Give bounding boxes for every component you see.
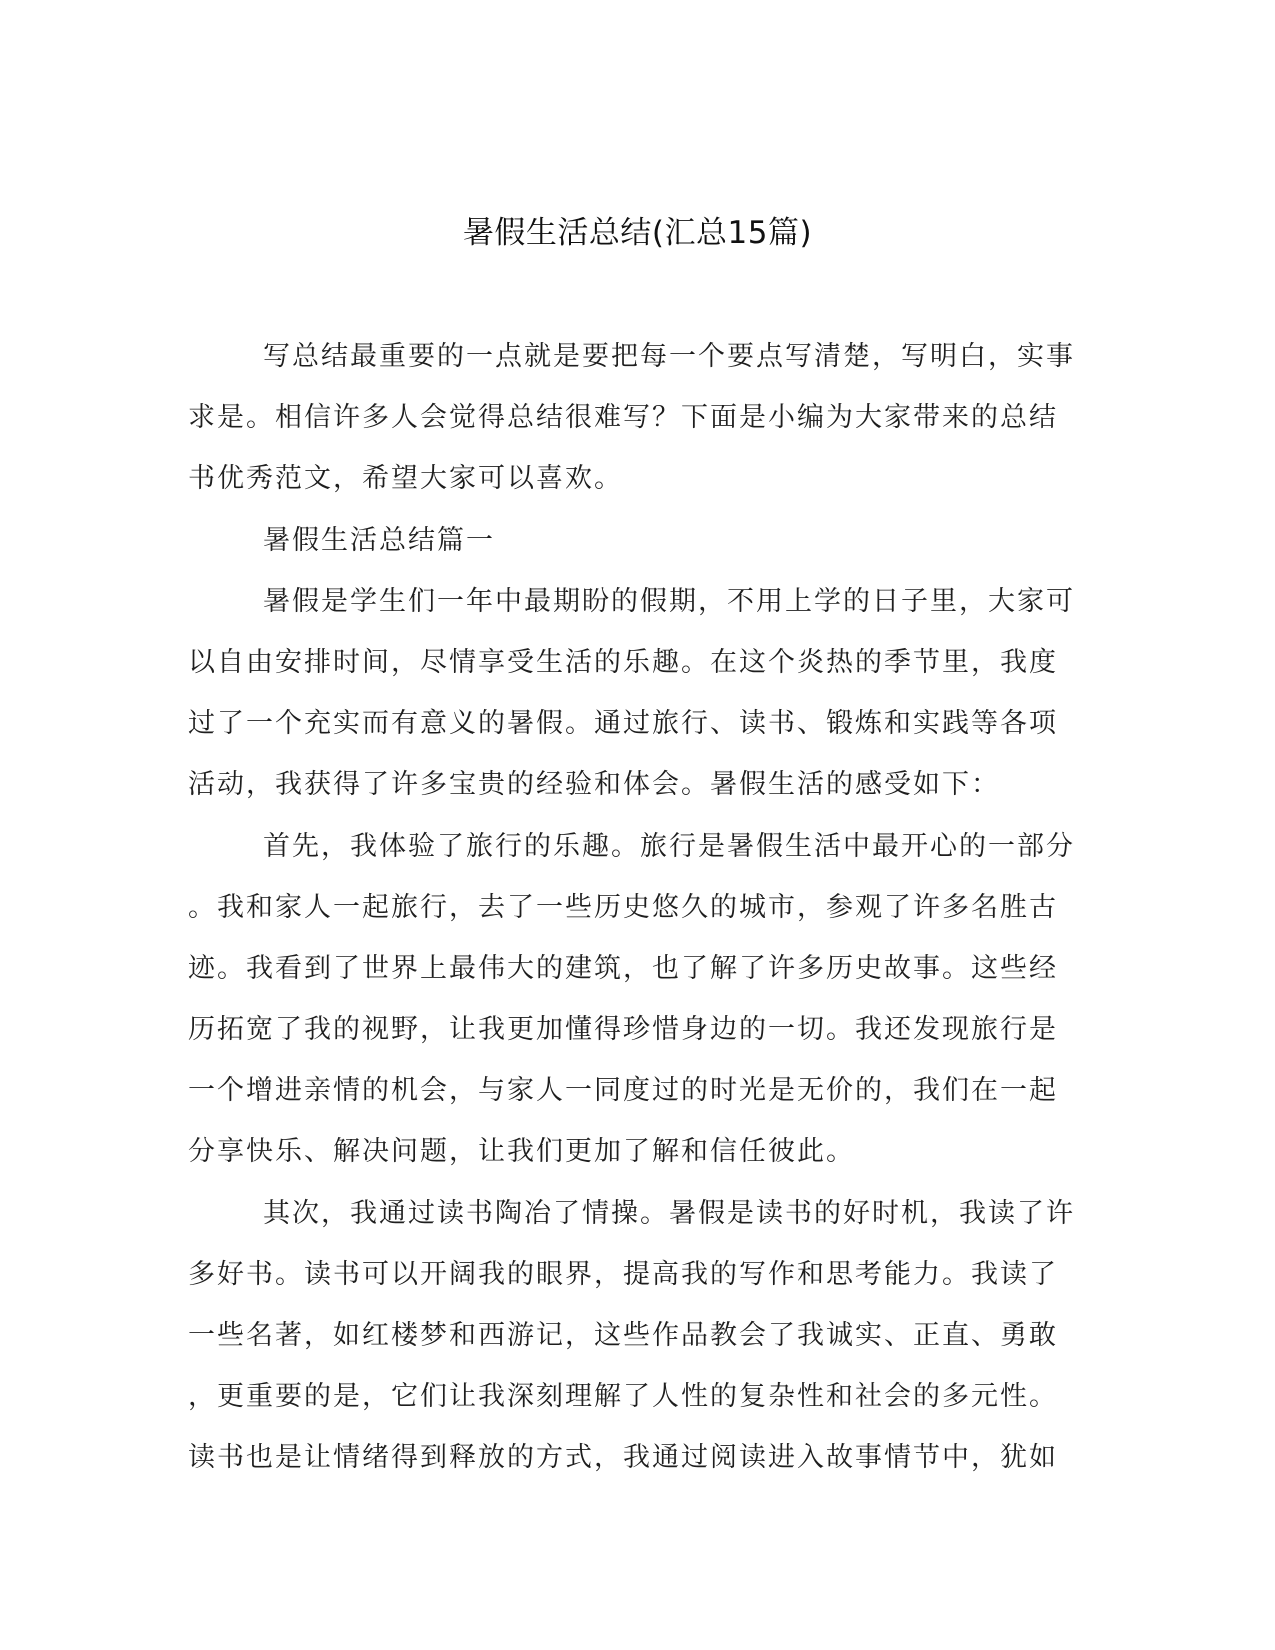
text-line: 历拓宽了我的视野，让我更加懂得珍惜身边的一切。我还发现旅行是: [188, 1014, 1058, 1046]
text-line: 暑假生活总结篇一: [263, 524, 495, 556]
text-line: 。我和家人一起旅行，去了一些历史悠久的城市，参观了许多名胜古: [188, 891, 1058, 923]
text-line: 过了一个充实而有意义的暑假。通过旅行、读书、锻炼和实践等各项: [188, 708, 1058, 740]
text-line: 其次，我通过读书陶冶了情操。暑假是读书的好时机，我读了许: [263, 1197, 1075, 1229]
document-body: [188, 326, 1088, 1489]
text-line: 写总结最重要的一点就是要把每一个要点写清楚，写明白，实事: [263, 341, 1075, 372]
document-title: 暑假生活总结(汇总15篇): [462, 215, 813, 251]
text-line: 读书也是让情绪得到释放的方式，我通过阅读进入故事情节中，犹如: [188, 1442, 1058, 1474]
text-line: 多好书。读书可以开阔我的眼界，提高我的写作和思考能力。我读了: [188, 1258, 1058, 1290]
text-line: 一个增进亲情的机会，与家人一同度过的时光是无价的，我们在一起: [188, 1075, 1058, 1107]
text-line: 一些名著，如红楼梦和西游记，这些作品教会了我诚实、正直、勇敢: [188, 1320, 1058, 1351]
text-line: 首先，我体验了旅行的乐趣。旅行是暑假生活中最开心的一部分: [263, 830, 1075, 862]
text-line: 分享快乐、解决问题，让我们更加了解和信任彼此。: [188, 1136, 855, 1168]
text-line: 活动，我获得了许多宝贵的经验和体会。暑假生活的感受如下：: [188, 769, 1000, 801]
text-line: 暑假是学生们一年中最期盼的假期，不用上学的日子里，大家可: [263, 585, 1075, 617]
text-line: 以自由安排时间，尽情享受生活的乐趣。在这个炎热的季节里，我度: [188, 646, 1058, 678]
text-line: 迹。我看到了世界上最伟大的建筑，也了解了许多历史故事。这些经: [188, 952, 1058, 984]
text-line: ，更重要的是，它们让我深刻理解了人性的复杂性和社会的多元性。: [188, 1381, 1058, 1413]
text-line: 书优秀范文，希望大家可以喜欢。: [188, 463, 623, 495]
text-line: 求是。相信许多人会觉得总结很难写？下面是小编为大家带来的总结: [188, 402, 1058, 434]
